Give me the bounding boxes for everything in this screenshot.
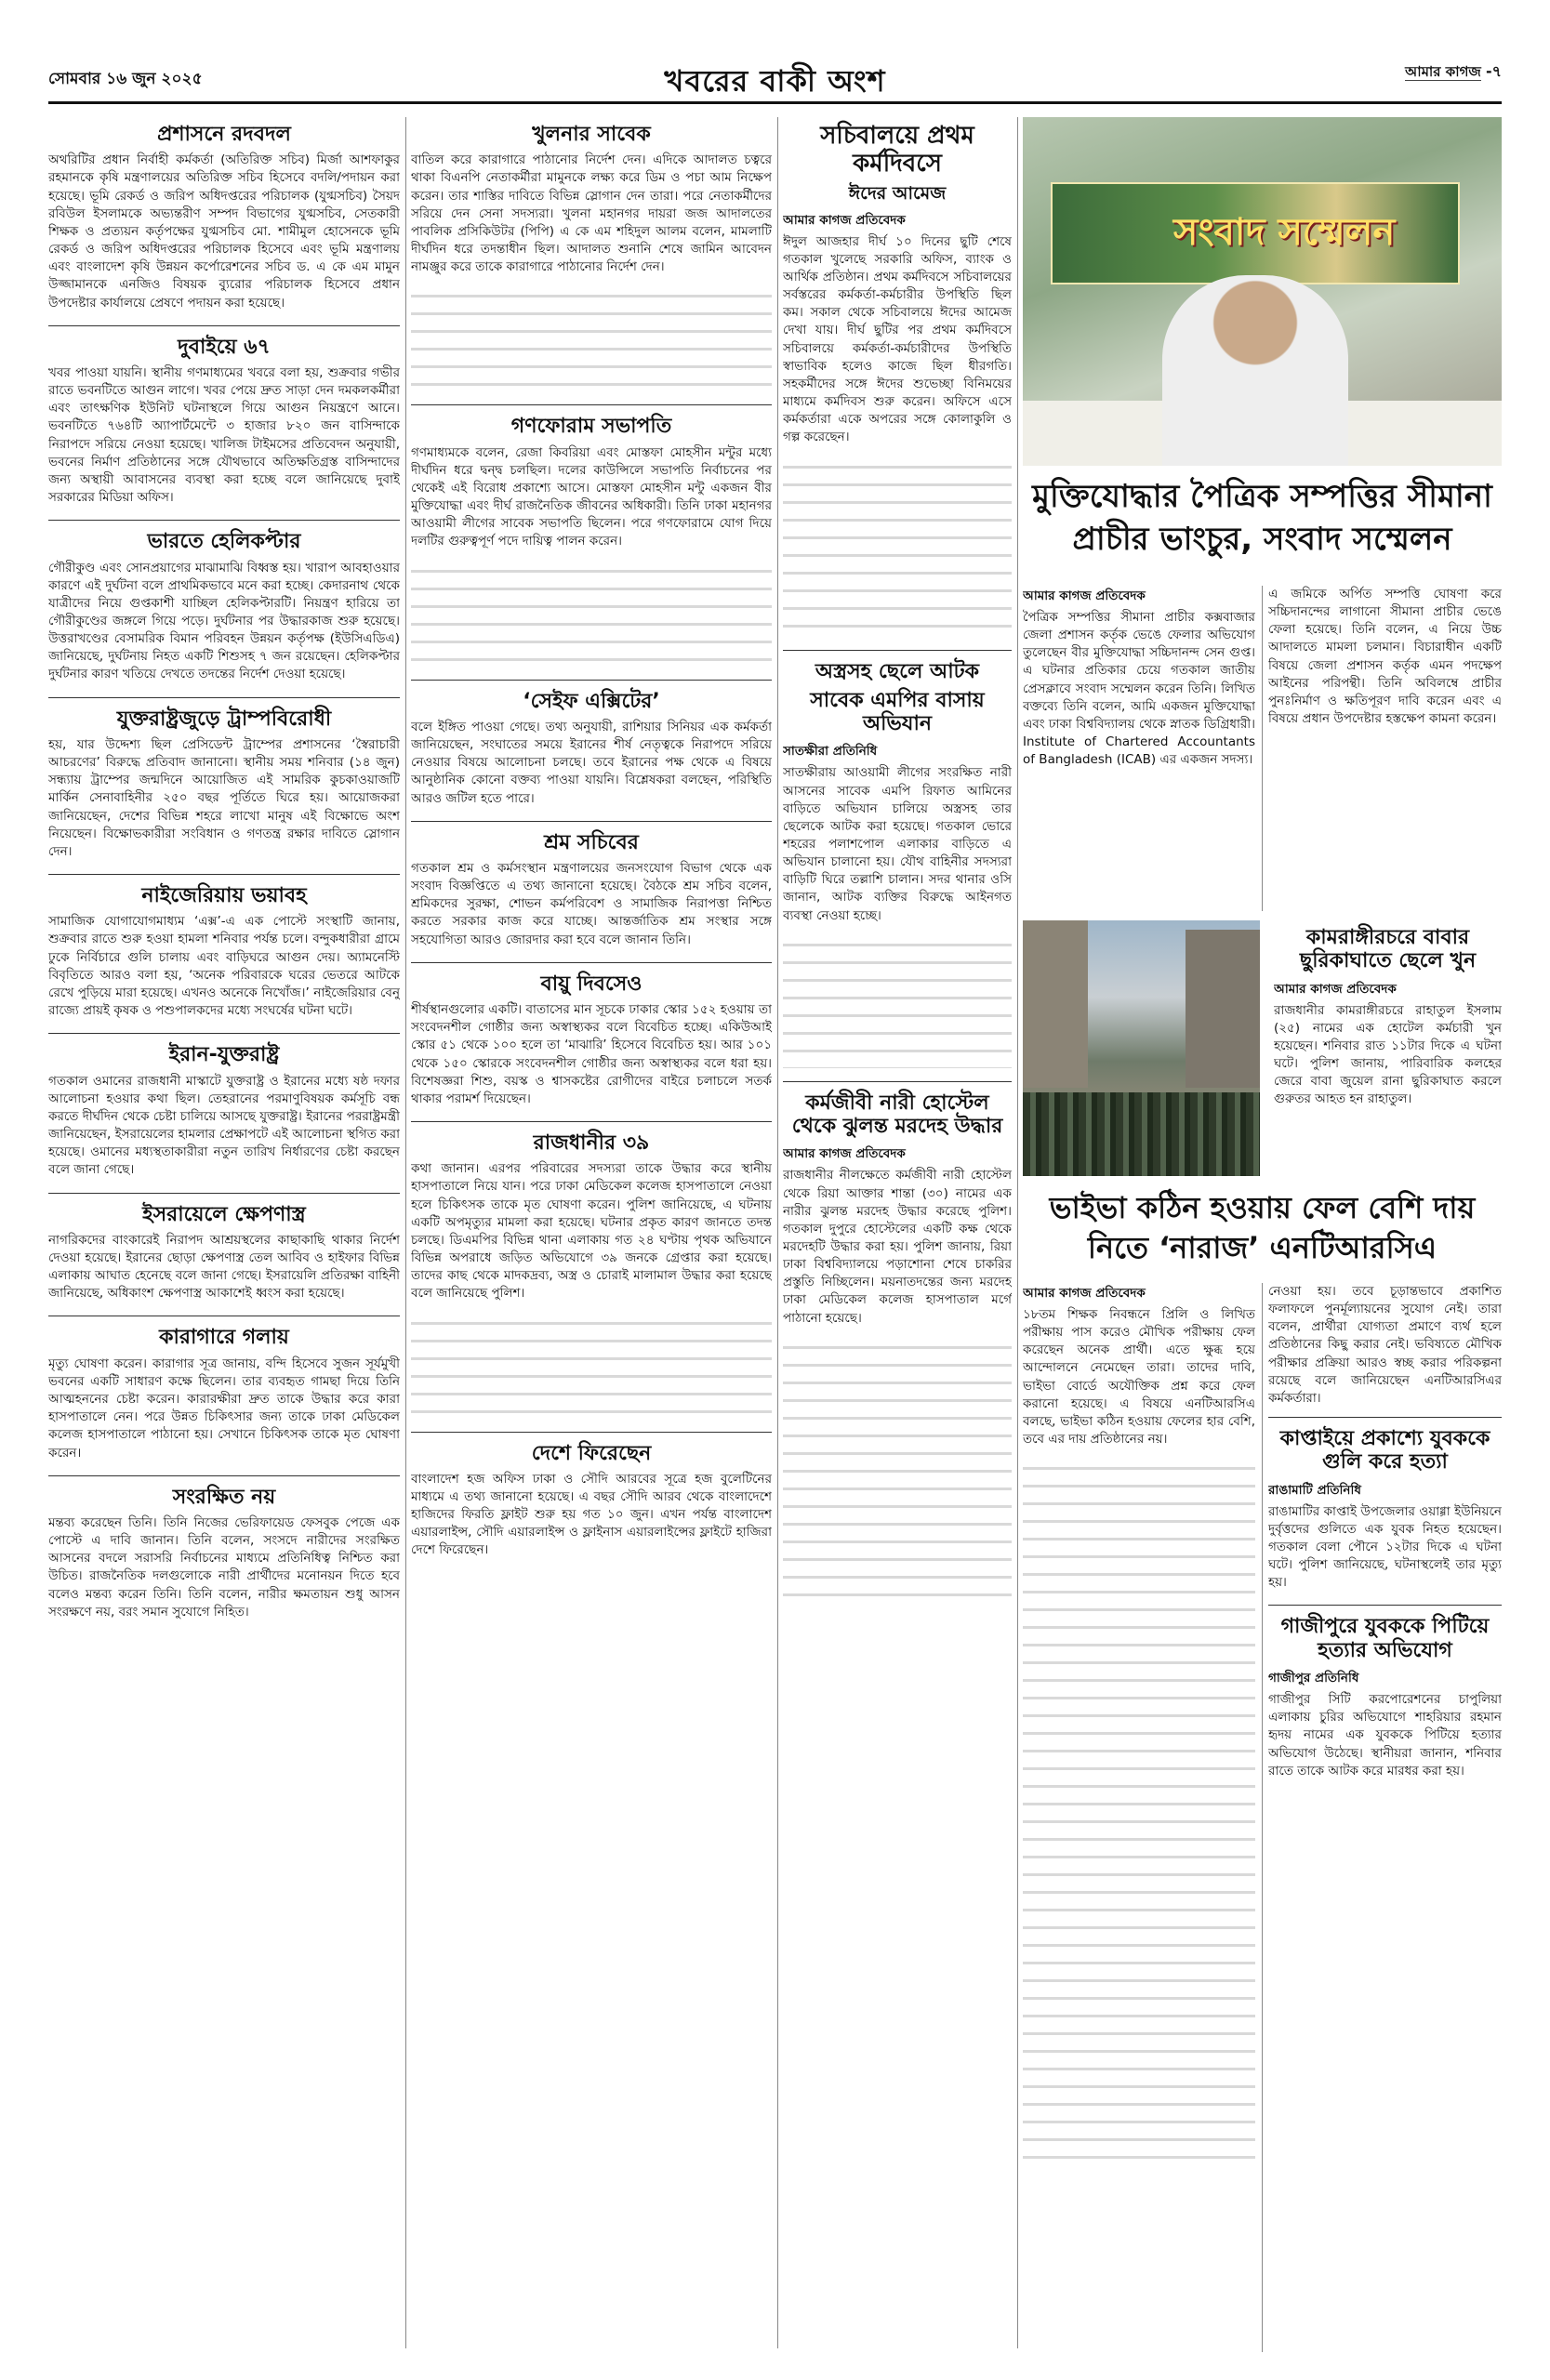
page-number: -৭: [1485, 62, 1502, 80]
article-body: গতকাল শ্রম ও কর্মসংস্থান মন্ত্রণালয়ের জনসংযোগ বিভাগ থেকে এক সংবাদ বিজ্ঞপ্তিতে এ তথ্য জানানো হয়েছে। বৈঠকে শ্রম সচিব বলেন, শ্রমিকদের সুরক্ষা, শোভন কর্মপরিবেশ ও সামাজিক নিরাপত্তা নিশ্চিত করতে সরকার কাজ করে যাচ্ছে। আন্তর্জাতিক শ্রম সংস্থার সঙ্গে সহযোগিতা আরও জোরদার করা হবে বলে জানান তিনি।: [411, 861, 772, 947]
mid-story-col-a: [1023, 1283, 1255, 2352]
article-body: গাজীপুর সিটি করপোরেশনের চাপুলিয়া এলাকায় চুরির অভিযোগে শাহরিয়ার রহমান হৃদয় নামের এক যুবককে পিটিয়ে হত্যার অভিযোগ উঠেছে। স্থানীয়রা জানান, শনিবার রাতে তাকে আটক করে মারধর করা হয়।: [1268, 1692, 1502, 1778]
article-body: এ জমিকে অর্পিত সম্পত্তি ঘোষণা করে সচ্চিদানন্দের লাগানো সীমানা প্রাচীর ভেঙে ফেলা হয়েছে। তিনি বলেন, এ নিয়ে উচ্চ আদালতে মামলা চলমান। বিচারাধীন একটি বিষয়ে জেলা প্রশাসন কর্তৃক এমন পদক্ষেপ আইনের পরিপন্থী। তিনি অবিলম্বে প্রাচীর পুনঃনির্মাণ ও ক্ষতিপূরণ দাবি করেন এবং এ বিষয়ে প্রধান উপদেষ্টার হস্তক্ষেপ কামনা করেন।: [1268, 587, 1502, 727]
article-body: খবর পাওয়া যায়নি। স্থানীয় গণমাধ্যমের খবরে বলা হয়, শুক্রবার গভীর রাতে ভবনটিতে আগুন লাগে। খবর পেয়ে দ্রুত সাড়া দেন দমকলকর্মীরা এবং তাৎক্ষণিক ইউনিট ঘটনাস্থলে গিয়ে আগুন নিয়ন্ত্রণে আনে। ভবনটিতে ৭৬৪টি অ্যাপার্টমেন্টে ৩ হাজার ৮২০ জন বাসিন্দাকে নিরাপদে সরিয়ে নেওয়া হয়েছে। খালিজ টাইমসের প্রতিবেদন অনুযায়ী, ভবনের নির্মাণ প্রতিষ্ঠানের সঙ্গে যৌথভাবে অতিক্ষতিগ্রস্ত বাসিন্দাদের জন্য অস্থায়ী আবাসনের ব্যবস্থা করা হচ্ছে বলে জানিয়েছে দুবাই সরকারের মিডিয়া অফিস।: [48, 365, 400, 506]
article-headline: ‘সেইফ এক্সিটের’: [523, 689, 660, 713]
text-continuation: [783, 929, 1012, 1068]
article-headline: ইরান-যুক্তরাষ্ট্র: [168, 1043, 280, 1067]
article: [48, 1033, 400, 1179]
article-byline: আমার কাগজ প্রতিবেদক: [783, 1146, 906, 1162]
article-body: মৃত্যু ঘোষণা করেন। কারাগার সূত্র জানায়, বন্দি হিসেবে সুজন সূর্যমুখী ভবনের একটি সাধারণ কক্ষে ছিলেন। তার ব্যবহৃত গামছা দিয়ে তিনি আত্মহননের চেষ্টা করেন। কারারক্ষীরা দ্রুত তাকে উদ্ধার করে কারা হাসপাতালে নেন। পরে উন্নত চিকিৎসার জন্য তাকে ঢাকা মেডিকেল কলেজ হাসপাতালে পাঠানো হয়। সেখানে চিকিৎসক তাকে মৃত ঘোষণা করেন।: [48, 1355, 400, 1461]
event-banner: [1051, 182, 1460, 284]
article-headline: কারাগারে গলায়: [159, 1326, 289, 1350]
article-body: সামাজিক যোগাযোগমাধ্যম ‘এক্স’-এ এক পোস্টে সংস্থাটি জানায়, শুক্রবার রাতে শুরু হওয়া হামলা শনিবার পর্যন্ত চলে। বন্দুকধারীরা গ্রামে ঢুকে নির্বিচারে গুলি চালায় এবং বাড়িঘরে আগুন দেয়। অ্যামনেস্টি বিবৃতিতে আরও বলা হয়, ‘অনেক পরিবারকে ঘরের ভেতরে আটকে রেখে পুড়িয়ে মারা হয়েছে। এখনও অনেকে নিখোঁজ।’ নাইজেরিয়ার বেনু রাজ্যে প্রায়ই কৃষক ও পশুপালকদের মধ্যে সংঘর্ষের ঘটনা ঘটে।: [48, 914, 400, 1019]
lead-headline: মুক্তিযোদ্ধার পৈত্রিক সম্পত্তির সীমানা প্রাচীর ভাংচুর, সংবাদ সম্মেলন: [1032, 478, 1492, 558]
article-byline: আমার কাগজ প্রতিবেদক: [783, 212, 906, 228]
article: [411, 680, 772, 808]
article: [1268, 1417, 1502, 1592]
article-byline: সাতক্ষীরা প্রতিনিধি: [783, 744, 878, 760]
article: [783, 123, 1012, 637]
article-headline: ইসরায়েলে ক্ষেপণাস্ত্র: [142, 1202, 306, 1226]
banner-text: সংবাদ সম্মেলন: [1173, 211, 1396, 254]
article-headline: ভারতে হেলিকপ্টার: [147, 530, 301, 554]
article: [411, 1432, 772, 1560]
article-byline: রাঙামাটি প্রতিনিধি: [1268, 1482, 1361, 1498]
mid-story-col-b: [1268, 1283, 1502, 2352]
brand-logo: আমার কাগজ: [1405, 63, 1481, 80]
article-headline: প্রশাসনে রদবদল: [157, 123, 291, 146]
article: [411, 962, 772, 1108]
lead-story-col-a: [1023, 586, 1255, 911]
column-divider: [1017, 117, 1018, 2348]
article-headline: কর্মজীবী নারী হোস্টেল থেকে ঝুলন্ত মরদেহ উদ্ধার: [791, 1091, 1003, 1139]
article: [48, 1193, 400, 1303]
text-continuation: [411, 1307, 772, 1419]
article-body: কথা জানান। এরপর পরিবারের সদস্যরা তাকে উদ্ধার করে স্থানীয় হাসপাতালে নিয়ে যান। পরে ঢাকা মেডিকেল কলেজ হাসপাতালে নেওয়া হলে চিকিৎসক তাকে মৃত ঘোষণা করেন। পুলিশ জানিয়েছে, এ ঘটনায় একটি অপমৃত্যুর মামলা করা হয়েছে। ঘটনার প্রকৃত কারণ জানতে তদন্ত চলছে। ডিএমপির বিভিন্ন থানা এলাকায় গত ২৪ ঘণ্টায় পৃথক অভিযানে বিভিন্ন অপরাধে জড়িত অভিযোগে ৩৯ জনকে গ্রেপ্তার করা হয়েছে। তাদের কাছ থেকে মাদকদ্রব্য, অস্ত্র ও চোরাই মালামাল উদ্ধার করা হয়েছে বলে জানিয়েছে পুলিশ।: [411, 1161, 772, 1302]
article-byline: গাজীপুর প্রতিনিধি: [1268, 1671, 1359, 1686]
article-body: গণমাধ্যমকে বলেন, রেজা কিবরিয়া এবং মোস্তফা মোহসীন মন্টুর মধ্যে দীর্ঘদিন ধরে দ্বন্দ্ব চলছিল। দলের কাউন্সিলে সভাপতি নির্বাচনের পর থেকেই এই বিরোধ প্রকাশ্যে আসে। মোস্তফা মোহসীন মন্টু একজন বীর মুক্তিযোদ্ধা এবং দীর্ঘ রাজনৈতিক জীবনের অধিকারী। তিনি ঢাকা মহানগর আওয়ামী লীগের সাবেক সভাপতি ছিলেন। পরে গণফোরামে যোগ দিয়ে দলটির গুরুত্বপূর্ণ পদে দায়িত্ব পালন করেন।: [411, 444, 772, 549]
article-headline: দুবাইয়ে ৬৭: [178, 335, 271, 359]
article-body: বাংলাদেশ হজ অফিস ঢাকা ও সৌদি আরবের সূত্রে হজ বুলেটিনের মাধ্যমে এ তথ্য জানানো হয়েছে। এ বছর সৌদি আরব থেকে বাংলাদেশে হাজিদের ফিরতি ফ্লাইট শুরু হয় গত ১০ জুন। এখন পর্যন্ত বাংলাদেশ এয়ারলাইন্স, সৌদি এয়ারলাইন্স ও ফ্লাইনাস এয়ারলাইন্সের ফ্লাইটে হাজিরা দেশে ফিরেছেন।: [411, 1471, 772, 1558]
issue-date: সোমবার ১৬ জুন ২০২৫: [48, 70, 203, 88]
article: [1268, 1605, 1502, 1779]
article-headline: কাপ্তাইয়ে প্রকাশ্যে যুবককে গুলি করে হত্যা: [1279, 1427, 1490, 1474]
article-byline: আমার কাগজ প্রতিবেদক: [1023, 588, 1146, 603]
article-headline: কামরাঙ্গীরচরে বাবার ছুরিকাঘাতে ছেলে খুন: [1299, 926, 1477, 973]
article-headline: যুক্তরাষ্ট্রজুড়ে ট্রাম্পবিরোধী: [116, 707, 332, 731]
press-conference-photo: [1023, 117, 1502, 466]
column-1: [48, 117, 400, 2348]
text-continuation: [1023, 1452, 1255, 2159]
article-headline: গণফোরাম সভাপতি: [510, 415, 672, 439]
speaker-figure: [1162, 275, 1348, 466]
article-headline: অস্ত্রসহ ছেলে আটক: [815, 659, 980, 683]
article: [411, 1121, 772, 1419]
article: [48, 123, 400, 312]
building-left: [1023, 920, 1088, 1088]
article: [783, 650, 1012, 1068]
article: [48, 1475, 400, 1621]
column-divider: [1262, 1283, 1263, 2352]
column-3: [783, 117, 1012, 2348]
brand-block: [1405, 60, 1502, 85]
article-subhead: সাবেক এমপির বাসায় অভিযান: [810, 688, 985, 736]
article-body: রাঙামাটির কাপ্তাই উপজেলার ওয়াগ্গা ইউনিয়নে দুর্বৃত্তদের গুলিতে এক যুবক নিহত হয়েছেন। গতকাল বেলা পৌনে ১২টার দিকে এ ঘটনা ঘটে। পুলিশ জানিয়েছে, ঘটনাস্থলেই তার মৃত্যু হয়।: [1268, 1503, 1502, 1591]
column-divider: [1262, 586, 1263, 911]
building-right: [1186, 930, 1260, 1088]
article-body: পৈত্রিক সম্পত্তির সীমানা প্রাচীর কক্সবাজার জেলা প্রশাসন কর্তৃক ভেঙে ফেলার অভিযোগ তুলেছেন বীর মুক্তিযোদ্ধা সচ্চিদানন্দ সেন গুপ্ত। এ ঘটনার প্রতিকার চেয়ে গতকাল জাতীয় প্রেসক্লাবে সংবাদ সম্মেলন করেন তিনি। লিখিত বক্তব্যে তিনি বলেন, আমি একজন মুক্তিযোদ্ধা এবং ঢাকা বিশ্ববিদ্যালয় থেকে স্নাতক ডিগ্রিধারী। Institute of Chartered Accountants of Bangladesh (ICAB) এর একজন সদস্য।: [1023, 610, 1255, 768]
article-byline: আমার কাগজ প্রতিবেদক: [1274, 981, 1397, 997]
page-header: [48, 56, 1502, 104]
article-headline: রাজধানীর ৩৯: [533, 1131, 650, 1156]
article-headline: খুলনার সাবেক: [532, 123, 651, 146]
mid-headline: ভাইভা কঠিন হওয়ায় ফেল বেশি দায় নিতে ‘নারাজ’ এনটিআরসিএ: [1049, 1190, 1476, 1266]
article-body: সাতক্ষীরায় আওয়ামী লীগের সংরক্ষিত নারী আসনের সাবেক এমপি রিফাত আমিনের বাড়িতে অভিযান চালিয়ে অস্ত্রসহ তার ছেলেকে আটক করা হয়েছে। গতকাল ভোরে শহরের পলাশপোল এলাকার বাড়িতে এ অভিযান চালানো হয়। যৌথ বাহিনীর সদস্যরা বাড়িটি ঘিরে তল্লাশি চালান। সদর থানার ওসি জানান, আটক ব্যক্তির বিরুদ্ধে আইনগত ব্যবস্থা নেওয়া হচ্ছে।: [783, 765, 1012, 923]
crowd: [1023, 1092, 1260, 1176]
lead-story-col-b: [1268, 586, 1502, 911]
article-headline: দেশে ফিরেছেন: [531, 1441, 652, 1465]
article-body: বাতিল করে কারাগারে পাঠানোর নির্দেশ দেন। এদিকে আদালত চত্বরে থাকা বিএনপি নেতাকর্মীরা মামুনকে লক্ষ্য করে ডিম ও পচা আম নিক্ষেপ করেন। তার শাস্তির দাবিতে বিভিন্ন স্লোগান দেন তারা। পরে নেতাকর্মীদের সরিয়ে দেন সেনা সদস্যরা। খুলনা মহানগর দায়রা জজ আদালতের পাবলিক প্রসিকিউটর (পিপি) এ কে এম শহিদুল আলম বলেন, মামলাটি দীর্ঘদিন ধরে তদন্তাধীন ছিল। আদালত শুনানি শেষে জামিন আবেদন নামঞ্জুর করে তাকে কারাগারে পাঠানোর নির্দেশ দেন।: [411, 152, 772, 275]
article: [48, 874, 400, 1020]
article: [48, 325, 400, 508]
article-headline: গাজীপুরে যুবককে পিটিয়ে হত্যার অভিযোগ: [1280, 1615, 1490, 1662]
article-body: গতকাল ওমানের রাজধানী মাস্কাটে যুক্তরাষ্ট্র ও ইরানের মধ্যে ষষ্ঠ দফার আলোচনা হওয়ার কথা ছিল। তেহরানের পরমাণুবিষয়ক কর্মসূচি বন্ধ করতে দীর্ঘদিন থেকে চেষ্টা চালিয়ে আসছে যুক্তরাষ্ট্র। ইরানের পররাষ্ট্রমন্ত্রী জানিয়েছেন, ইসরায়েলের হামলার প্রেক্ষাপটে এই আলোচনা স্থগিত করা হয়েছে। ওমানের মধ্যস্থতাকারীরা নতুন তারিখ নির্ধারণের চেষ্টা করছেন বলে জানা গেছে।: [48, 1073, 400, 1178]
text-continuation: [411, 555, 772, 667]
article-body: হয়, যার উদ্দেশ্য ছিল প্রেসিডেন্ট ট্রাম্পের প্রশাসনের ‘স্বৈরাচারী আচরণের’ বিরুদ্ধে প্রতিবাদ জানানো। স্থানীয় সময় শনিবার (১৪ জুন) সন্ধ্যায় ট্রাম্পের জন্মদিনে আয়োজিত এই সামরিক কুচকাওয়াজটি মার্কিন সেনাবাহিনীর ২৫০ বছর পূর্তিতে ঘিরে হয়। আয়োজকরা জানিয়েছেন, দেশের বিভিন্ন শহরে লাখো মানুষ এই বিক্ষোভে অংশ নিয়েছেন। বিক্ষোভকারীরা সংবিধান ও গণতন্ত্র রক্ষার দাবিতে স্লোগান দেন।: [48, 736, 400, 859]
column-divider: [405, 117, 406, 2348]
article-body: ১৮তম শিক্ষক নিবন্ধনে প্রিলি ও লিখিত পরীক্ষায় পাস করেও মৌখিক পরীক্ষায় ফেল করেছেন অনেক প্রার্থী। এতে ক্ষুব্ধ হয়ে আন্দোলনে নেমেছেন তারা। তাদের দাবি, ভাইভা বোর্ডে অযৌক্তিক প্রশ্ন করে ফেল করানো হয়েছে। এ বিষয়ে এনটিআরসিএ বলছে, ভাইভা কঠিন হওয়ায় ফেলের হার বেশি, তবে এর দায় প্রতিষ্ঠানের নয়।: [1023, 1307, 1255, 1448]
article-body: মন্তব্য করেছেন তিনি। তিনি নিজের ভেরিফায়েড ফেসবুক পেজে এক পোস্টে এ দাবি জানান। তিনি বলেন, সংসদে নারীদের সংরক্ষিত আসনের বদলে সরাসরি নির্বাচনের মাধ্যমে প্রতিনিধিত্ব নিশ্চিত করা উচিত। রাজনৈতিক দলগুলোকে নারী প্রার্থীদের মনোনয়ন দিতে হবে বলেও মন্তব্য করেন তিনি। তিনি বলেন, নারীর ক্ষমতায়ন শুধু আসন সংরক্ষণে নয়, বরং সমান সুযোগে নিহিত।: [48, 1514, 400, 1620]
article-body: শীর্ষস্থানগুলোর একটি। বাতাসের মান সূচকে ঢাকার স্কোর ১৫২ হওয়ায় তা সংবেদনশীল গোষ্ঠীর জন্য অস্বাস্থ্যকর বলে বিবেচিত হচ্ছে। একিউআই স্কোর ৫১ থেকে ১০০ হলে তা ‘মাঝারি’ হিসেবে বিবেচিত হয়। আর ১০১ থেকে ১৫০ স্কোরকে সংবেদনশীল গোষ্ঠীর জন্য অস্বাস্থ্যকর বলে ধরা হয়। বিশেষজ্ঞরা শিশু, বয়স্ক ও শ্বাসকষ্টের রোগীদের বাইরে চলাচলে সতর্ক থাকার পরামর্শ দিয়েছেন।: [411, 1002, 772, 1106]
column-divider: [777, 117, 778, 2348]
article: [48, 520, 400, 683]
article: [48, 697, 400, 861]
article: [783, 1081, 1012, 1610]
article: [48, 1316, 400, 1461]
section-title: খবরের বাকী অংশ: [664, 63, 886, 99]
article: [411, 404, 772, 666]
article-headline: বায়ু দিবসেও: [540, 972, 643, 996]
article-body: বলে ইঙ্গিত পাওয়া গেছে। তথ্য অনুযায়ী, রাশিয়ার সিনিয়র এক কর্মকর্তা জানিয়েছেন, সংঘাতের সময়ে ইরানের শীর্ষ নেতৃত্বকে নিরাপদে সরিয়ে নেওয়ার বিষয়ে আলোচনা চলছে। তবে ইরানের পক্ষ থেকে এ বিষয়ে আনুষ্ঠানিক কোনো বক্তব্য পাওয়া যায়নি। বিশ্লেষকরা বলছেন, পরিস্থিতি আরও জটিল হতে পারে।: [411, 719, 772, 806]
article-subhead: ঈদের আমেজ: [848, 182, 947, 204]
article-body: রাজধানীর কামরাঙ্গীরচরে রাহাতুল ইসলাম (২৫) নামের এক হোটেল কর্মচারী খুন হয়েছেন। শনিবার রাত ১১টার দিকে এ ঘটনা ঘটে। পুলিশ জানায়, পারিবারিক কলহের জেরে বাবা জুয়েল রানা ছুরিকাঘাত করলে গুরুতর আহত হন রাহাতুল।: [1274, 1002, 1502, 1107]
article-body: অথরিটির প্রধান নির্বাহী কর্মকর্তা (অতিরিক্ত সচিব) মির্জা আশফাকুর রহমানকে কৃষি মন্ত্রণালয়ের অতিরিক্ত সচিব হিসেবে বদলি/পদায়ন করা হয়েছে। ভূমি রেকর্ড ও জরিপ অধিদপ্তরের পরিচালক (যুগ্মসচিব) সৈয়দ রবিউল ইসলামকে অভ্যন্তরীণ সম্পদ বিভাগের যুগ্মসচিব, সেতকারী শিক্ষক ও প্রত্যয়ন কর্তৃপক্ষের যুগ্মসচিব মো. শামীমুল হোসেনকে ভূমি রেকর্ড ও জরিপ অধিদপ্তরের পরিচালক হিসেবে এবং ভূমি মন্ত্রণালয় এবং বাংলাদেশ কৃষি উন্নয়ন কর্পোরেশনের সচিব ড. এ কে এম মামুন উজ্জামানকে এনজিও বিষয়ক ব্যুরোর পরিচালক হিসেবে প্রধান উপদেষ্টার কার্যালয়ে প্রেষণে পদায়ন করা হয়েছে।: [48, 152, 400, 311]
article: [411, 821, 772, 949]
street-crowd-photo: [1023, 920, 1260, 1176]
article-body: ঈদুল আজহার দীর্ঘ ১০ দিনের ছুটি শেষে গতকাল খুলেছে সরকারি অফিস, ব্যাংক ও আর্থিক প্রতিষ্ঠান। প্রথম কর্মদিবসে সচিবালয়ের সর্বস্তরের কর্মকর্তা-কর্মচারীর উপস্থিতি ছিল কম। সকাল থেকে সচিবালয়ে ঈদের আমেজ দেখা যায়। দীর্ঘ ছুটির পর প্রথম কর্মদিবসে সচিবালয়ে কর্মকর্তা-কর্মচারীদের উপস্থিতি স্বাভাবিক হলেও কাজে ছিল ধীরগতি। সহকর্মীদের সঙ্গে ঈদের শুভেচ্ছা বিনিময়ের মাধ্যমে কর্মদিবস শুরু করেন। অফিসে এসে কর্মকর্তারা একে অপরের সঙ্গে কোলাকুলি ও গল্প করেছেন।: [783, 233, 1012, 445]
newspaper-page: [48, 56, 1502, 2352]
text-continuation: [411, 280, 772, 391]
article: [411, 123, 772, 391]
article-headline: শ্রম সচিবের: [544, 830, 639, 854]
column-2: [411, 117, 772, 2348]
article-byline: আমার কাগজ প্রতিবেদক: [1023, 1286, 1146, 1301]
text-continuation: [783, 1331, 1012, 1610]
article-body: রাজধানীর নীলক্ষেতে কর্মজীবী নারী হোস্টেল থেকে রিয়া আক্তার শান্তা (৩০) নামের এক নারীর ঝুলন্ত মরদেহ উদ্ধার করেছে পুলিশ। গতকাল দুপুরে হোস্টেলের একটি কক্ষ থেকে মরদেহটি উদ্ধার করা হয়। পুলিশ জানায়, রিয়া ঢাকা বিশ্ববিদ্যালয়ে পড়াশোনা শেষে চাকরির প্রস্তুতি নিচ্ছিলেন। ময়নাতদন্তের জন্য মরদেহ ঢাকা মেডিকেল কলেজ হাসপাতাল মর্গে পাঠানো হয়েছে।: [783, 1168, 1012, 1326]
article-body: গৌরীকুণ্ড এবং সোনপ্রয়াগের মাঝামাঝি বিধ্বস্ত হয়। খারাপ আবহাওয়ার কারণে এই দুর্ঘটনা বলে প্রাথমিকভাবে মনে করা হচ্ছে। কেদারনাথ থেকে যাত্রীদের নিয়ে গুপ্তকাশী যাচ্ছিল হেলিকপ্টারটি। নিয়ন্ত্রণ হারিয়ে তা গৌরীকুণ্ডের জঙ্গলে গিয়ে পড়ে। দুর্ঘটনার পর উদ্ধারকাজ শুরু হয়েছে। উত্তরাখণ্ডের বেসামরিক বিমান পরিবহন উন্নয়ন কর্তৃপক্ষ (ইউসিএডিএ) জানিয়েছে, দুর্ঘটনায় নিহত একটি শিশুসহ ৭ জন রয়েছেন। হেলিকপ্টার দুর্ঘটনার কারণ খতিয়ে দেখতে তদন্তের নির্দেশ দেওয়া হয়েছে।: [48, 560, 400, 682]
article-headline: নাইজেরিয়ায় ভয়াবহ: [141, 884, 307, 908]
article-body: নাগরিকদের বাংকারেই নিরাপদ আশ্রয়স্থলের কাছাকাছি থাকার নির্দেশ দেওয়া হয়েছে। ইরানের ছোড়া ক্ষেপণাস্ত্র তেল আবিব ও হাইফার বিভিন্ন এলাকায় আঘাত হেনেছে বলে জানা গেছে। ইসরায়েলি প্রতিরক্ষা বাহিনী জানিয়েছে, অধিকাংশ ক্ষেপণাস্ত্র আকাশেই ধ্বংস করা হয়েছে।: [48, 1232, 400, 1302]
text-continuation: [783, 451, 1012, 637]
article-body: নেওয়া হয়। তবে চূড়ান্তভাবে প্রকাশিত ফলাফলে পুনর্মূল্যায়নের সুযোগ নেই। তারা বলেন, প্রার্থীরা যোগ্যতা প্রমাণে ব্যর্থ হলে প্রতিষ্ঠানের কিছু করার নেই। ভবিষ্যতে মৌখিক পরীক্ষার প্রক্রিয়া আরও স্বচ্ছ করার পরিকল্পনা রয়েছে বলে জানিয়েছেন এনটিআরসিএর কর্মকর্তারা।: [1268, 1284, 1502, 1406]
article-headline: সংরক্ষিত নয়: [172, 1485, 276, 1509]
article-headline: সচিবালয়ে প্রথম কর্মদিবসে: [820, 122, 974, 178]
